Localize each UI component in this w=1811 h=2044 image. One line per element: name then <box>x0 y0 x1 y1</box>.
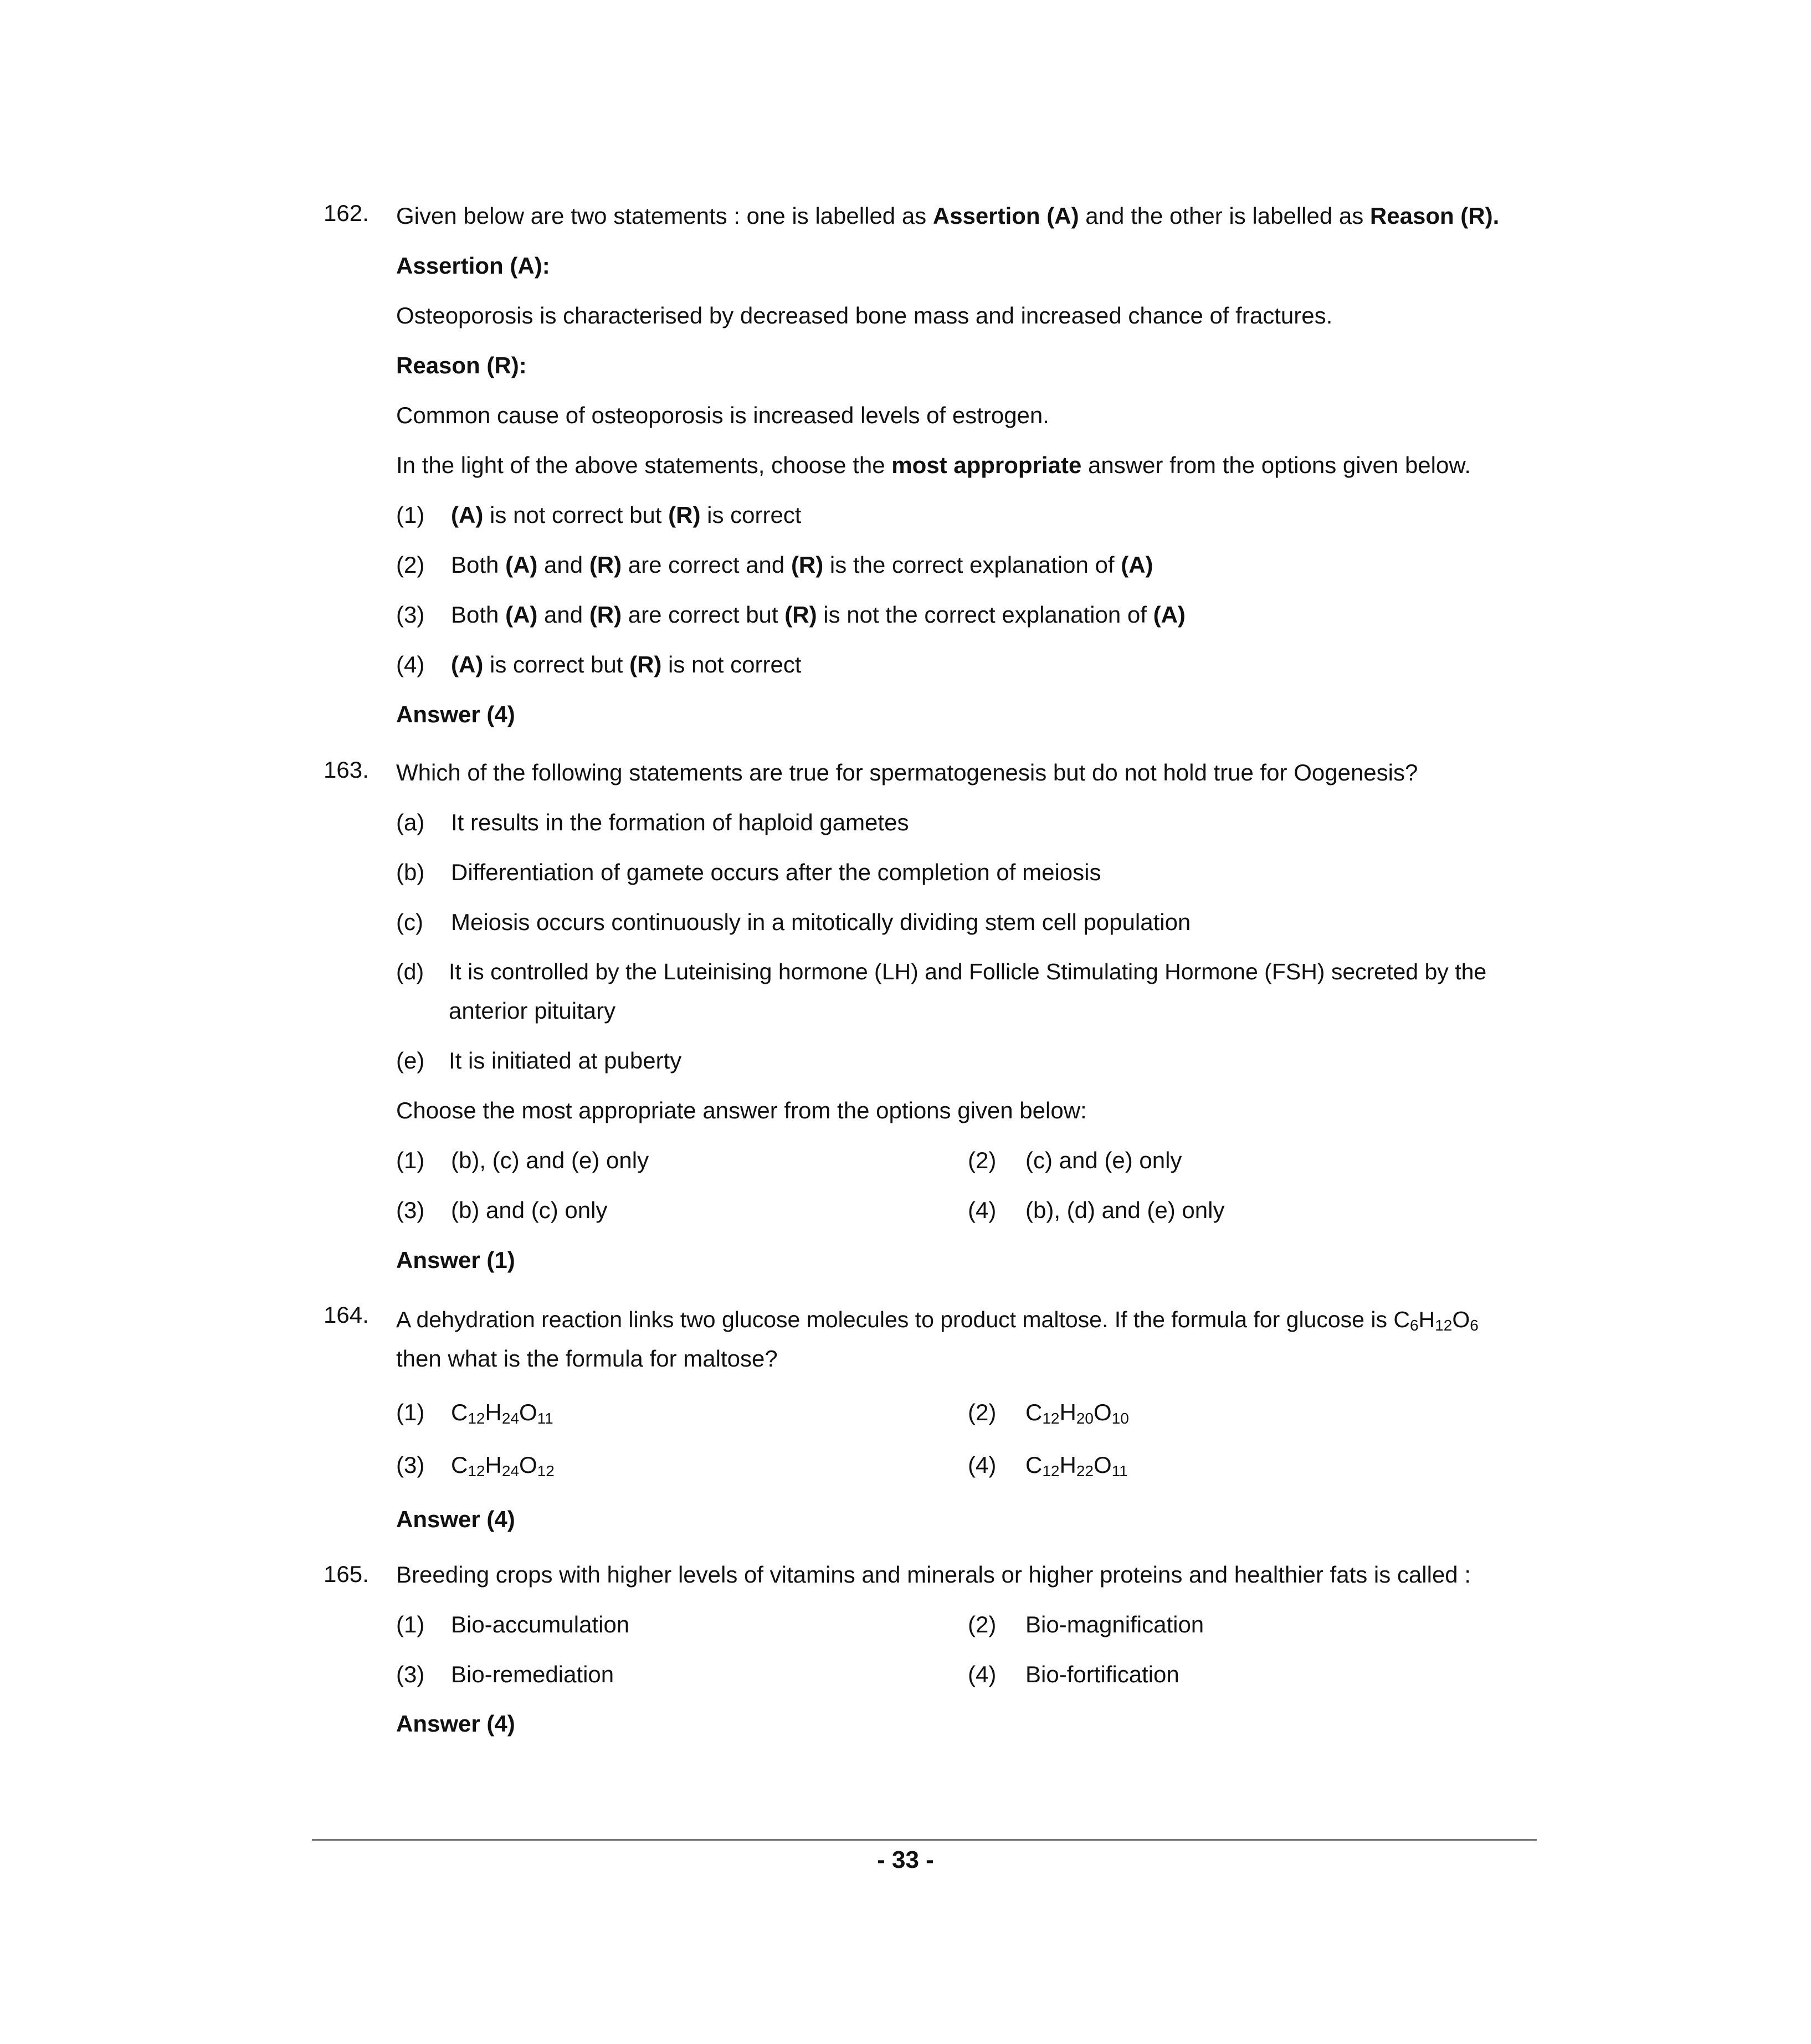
option-number: (4) <box>396 651 425 677</box>
option-number: (3) <box>396 1452 425 1478</box>
question-number: 163. <box>324 757 369 783</box>
answer: Answer (1) <box>396 1247 515 1273</box>
option-4 <box>968 1454 1128 1479</box>
opt-text: is correct <box>700 502 802 528</box>
option-text: Bio-fortification <box>1025 1661 1179 1687</box>
glucose-formula: $C_6H_{12}O_6$ <box>1393 1307 1479 1334</box>
option-number: (3) <box>396 1197 425 1223</box>
statement-label: (c) <box>396 909 423 935</box>
question-text: Which of the following statements are true for spermatogenesis but do not hold true for Oogenesis? <box>396 759 1418 785</box>
opt-a: (A) <box>1121 552 1153 578</box>
option-number: (2) <box>396 552 425 578</box>
formula: $C_{12}H_{20}O_{10}$ <box>1025 1399 1129 1427</box>
option-number: (1) <box>396 1399 425 1425</box>
opt-text: is not correct <box>661 651 802 677</box>
assertion-label: Assertion (A): <box>396 253 550 279</box>
option-4 <box>968 1663 1179 1686</box>
option-number: (1) <box>396 1147 425 1173</box>
opt-r: (R) <box>589 602 622 628</box>
opt-text: are correct but <box>622 602 785 628</box>
option-3 <box>396 603 1186 626</box>
opt-r: (R) <box>668 502 701 528</box>
option-text: (b), (d) and (e) only <box>1025 1197 1225 1223</box>
option-text: (b), (c) and (e) only <box>451 1147 649 1173</box>
option-number: (2) <box>968 1611 997 1637</box>
option-1 <box>396 1613 629 1636</box>
opt-r: (R) <box>784 602 817 628</box>
reason-label: Reason (R): <box>396 352 527 378</box>
statement-text: It results in the formation of haploid gametes <box>451 809 909 835</box>
question-text: Breeding crops with higher levels of vitamins and minerals or higher proteins and healthier fats is called : <box>396 1562 1471 1588</box>
option-number: (4) <box>968 1661 997 1687</box>
statement-a <box>396 811 909 834</box>
question-intro <box>396 204 1499 228</box>
formula: $C_{12}H_{24}O_{12}$ <box>451 1452 555 1480</box>
intro-assertion: Assertion (A) <box>932 203 1079 229</box>
option-1 <box>396 1149 649 1172</box>
question-number: 162. <box>324 200 369 226</box>
option-number: (2) <box>968 1147 997 1173</box>
opt-text: is not the correct explanation of <box>817 602 1153 628</box>
statement-label: (e) <box>396 1047 425 1074</box>
opt-a: (A) <box>505 552 538 578</box>
opt-a: (A) <box>451 502 484 528</box>
option-4 <box>396 653 801 676</box>
option-2 <box>968 1149 1182 1172</box>
question-number: 165. <box>324 1561 369 1587</box>
option-3 <box>396 1454 555 1479</box>
statement-text: Differentiation of gamete occurs after the completion of meiosis <box>451 859 1101 885</box>
option-2 <box>396 553 1153 577</box>
question-number: 164. <box>324 1302 369 1328</box>
statement-text: It is initiated at puberty <box>449 1047 682 1074</box>
intro-text: Given below are two statements : one is labelled as <box>396 203 933 229</box>
answer: Answer (4) <box>396 701 515 727</box>
option-2 <box>968 1401 1129 1426</box>
option-2 <box>968 1613 1204 1636</box>
option-text: (b) and (c) only <box>451 1197 608 1223</box>
statement-e <box>396 1049 681 1072</box>
statement-label: (a) <box>396 809 425 835</box>
option-number: (1) <box>396 502 425 528</box>
statement-c <box>396 911 1191 934</box>
footer-divider <box>312 1839 1537 1841</box>
statement-text: It is controlled by the Luteinising hormone (LH) and Follicle Stimulating Hormone (FSH) secreted by the <box>449 959 1487 984</box>
option-3 <box>396 1663 614 1686</box>
option-text: Bio-remediation <box>451 1661 614 1687</box>
option-number: (3) <box>396 602 425 628</box>
assertion-text: Osteoporosis is characterised by decreased bone mass and increased chance of fractures. <box>396 302 1333 328</box>
intro-reason: Reason (R). <box>1369 203 1500 229</box>
intro-text: and the other is labelled as <box>1079 203 1370 229</box>
option-text: Bio-magnification <box>1025 1611 1204 1637</box>
option-3 <box>396 1199 607 1222</box>
option-text: Bio-accumulation <box>451 1611 630 1637</box>
instr-text: In the light of the above statements, choose the <box>396 452 892 478</box>
option-number: (4) <box>968 1197 997 1223</box>
opt-text: are correct and <box>622 552 791 578</box>
question-text-line-1 <box>396 1308 1479 1333</box>
option-number: (2) <box>968 1399 997 1425</box>
opt-text: Both <box>451 602 506 628</box>
opt-text: and <box>537 602 589 628</box>
statement-b <box>396 861 1101 884</box>
statement-d-continued: anterior pituitary <box>449 998 616 1024</box>
instr-text: answer from the options given below. <box>1081 452 1471 478</box>
formula: $C_{12}H_{22}O_{11}$ <box>1025 1452 1128 1480</box>
statement-label: (b) <box>396 859 425 885</box>
opt-text: is correct but <box>483 651 630 677</box>
opt-a: (A) <box>451 651 484 677</box>
opt-r: (R) <box>791 552 824 578</box>
opt-text: and <box>537 552 589 578</box>
question-text: A dehydration reaction links two glucose molecules to product maltose. If the formula for glucose is <box>396 1307 1394 1332</box>
formula: $C_{12}H_{24}O_{11}$ <box>451 1399 553 1427</box>
option-number: (3) <box>396 1661 425 1687</box>
option-4 <box>968 1199 1224 1222</box>
opt-text: is not correct but <box>483 502 669 528</box>
answer: Answer (4) <box>396 1506 515 1532</box>
opt-r: (R) <box>629 651 662 677</box>
choose-instruction: Choose the most appropriate answer from the options given below: <box>396 1097 1087 1123</box>
reason-text: Common cause of osteoporosis is increased levels of estrogen. <box>396 402 1049 428</box>
instruction-text <box>396 454 1471 477</box>
opt-a: (A) <box>1153 602 1186 628</box>
option-text: (c) and (e) only <box>1025 1147 1182 1173</box>
page-number: - 33 - <box>877 1846 934 1873</box>
opt-text: Both <box>451 552 506 578</box>
instr-emphasis: most appropriate <box>891 452 1082 478</box>
statement-label: (d) <box>396 959 424 984</box>
question-text-line-2: then what is the formula for maltose? <box>396 1345 778 1372</box>
option-1 <box>396 504 801 527</box>
option-number: (4) <box>968 1452 997 1478</box>
answer: Answer (4) <box>396 1711 515 1737</box>
option-1 <box>396 1401 553 1426</box>
opt-r: (R) <box>589 552 622 578</box>
option-number: (1) <box>396 1611 425 1637</box>
statement-text: Meiosis occurs continuously in a mitotically dividing stem cell population <box>451 909 1191 935</box>
statement-d <box>396 961 1486 983</box>
opt-text: is the correct explanation of <box>823 552 1121 578</box>
opt-a: (A) <box>505 602 538 628</box>
